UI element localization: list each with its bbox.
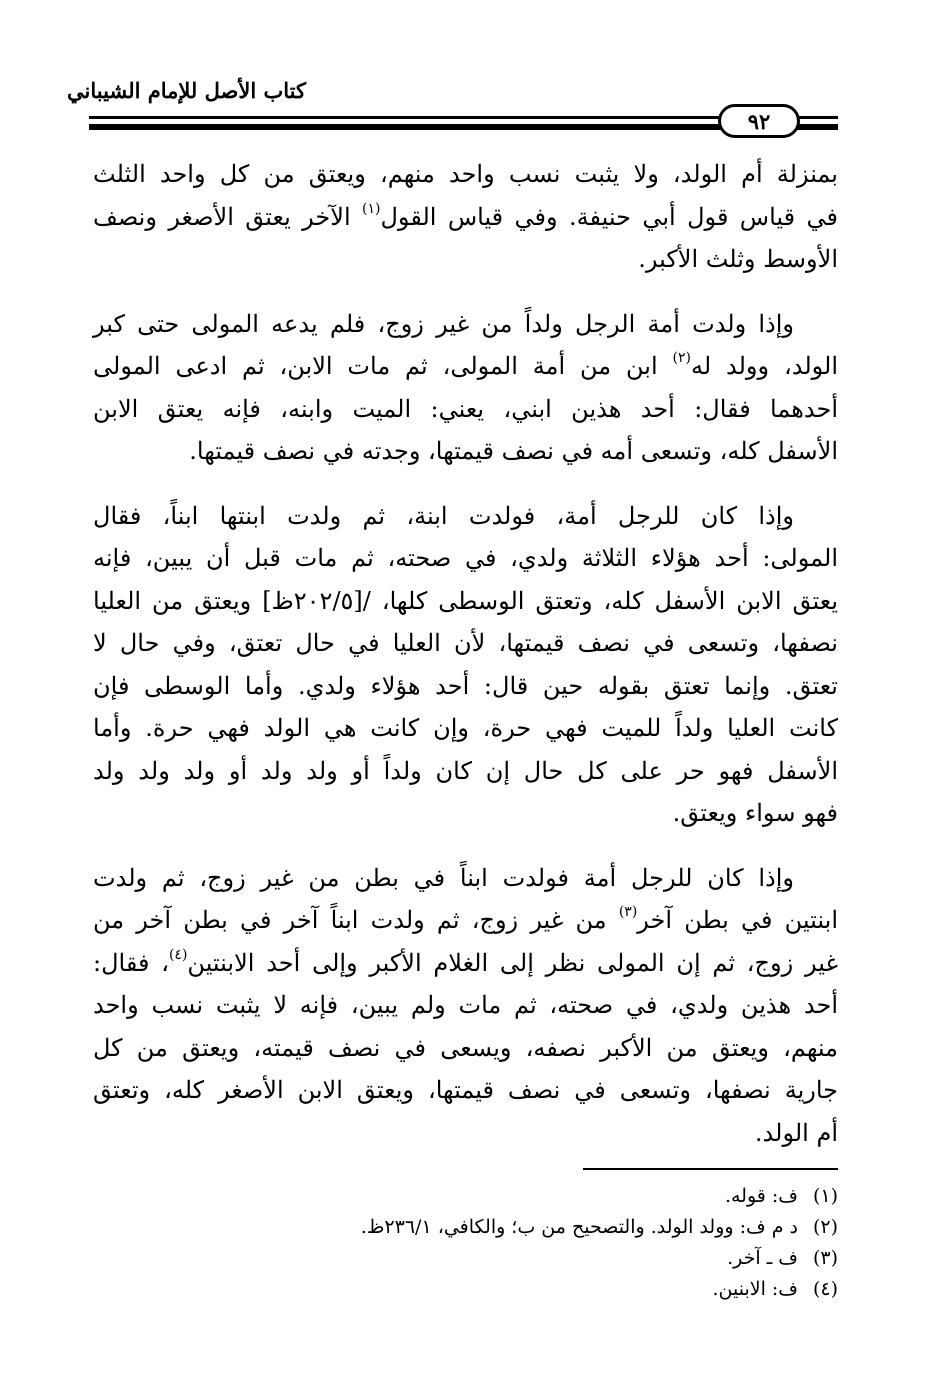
- text-segment: الولد، وولد له: [690, 352, 839, 380]
- footnote-separator: [583, 1168, 838, 1170]
- text-line: [93, 984, 838, 1027]
- text-segment: ابن من أمة المولى، ثم مات الابن، ثم ادعى المولى: [93, 352, 673, 380]
- text-segment: ابنتين في بطن آخر: [637, 906, 839, 934]
- text-segment: منهم، ويعتق من الأكبر نصفه، ويسعى في نصف قيمته، ويعتق من كل: [93, 1033, 839, 1062]
- text-line: [93, 857, 838, 900]
- footnote-reference: (١): [362, 200, 381, 217]
- text-segment: وإذا كان للرجل أمة، فولدت ابنة، ثم ولدت ابنتها ابناً، فقال: [93, 501, 794, 530]
- footnote-number: (٢): [812, 1216, 838, 1238]
- text-segment: أم الولد.: [754, 1118, 838, 1147]
- text-line: [93, 537, 838, 580]
- footnote: [138, 1212, 838, 1243]
- text-segment: بمنزلة أم الولد، ولا يثبت نسب واحد منهم، ويعتق من كل واحد الثلث: [93, 160, 838, 188]
- footnote-text: د م ف: وولد الولد. والتصحيح من ب؛ والكافي، ٢٣٦/١ظ.: [360, 1216, 798, 1238]
- footnote: [138, 1274, 838, 1305]
- text-line: [93, 942, 838, 985]
- paragraph: [93, 153, 838, 281]
- text-line: [93, 345, 838, 388]
- text-segment: ، فقال:: [93, 948, 169, 977]
- text-segment: جارية نصفها، وتسعى في نصف قيمتها، ويعتق الابن الأصغر كله، وتعتق: [93, 1076, 838, 1104]
- text-segment: الأسفل فهو حر على كل حال إن كان ولداً أو ولد ولد أو ولد ولد ولد: [93, 756, 838, 785]
- text-segment: أحد هذين ولدي، في صحته، ثم مات ولم يبين، فإنه لا يثبت نسب واحد: [93, 991, 838, 1019]
- footnotes: [138, 1181, 838, 1305]
- text-line: [93, 430, 838, 473]
- text-segment: المولى: أحد هؤلاء الثلاثة ولدي، في صحته، ثم مات قبل أن يبين، فإنه: [93, 544, 838, 572]
- paragraph: [93, 857, 838, 1155]
- text-segment: وإذا كان للرجل أمة فولدت ابناً في بطن من غير زوج، ثم ولدت: [93, 863, 794, 892]
- footnote: [138, 1181, 838, 1212]
- text-line: [93, 153, 838, 196]
- footnote: [138, 1243, 838, 1274]
- footnote-text: ف: قوله.: [724, 1185, 798, 1207]
- text-segment: تعتق. وإنما تعتق بقوله حين قال: أحد هؤلاء ولدي. وأما الوسطى فإن: [93, 671, 838, 700]
- text-line: [93, 1027, 838, 1070]
- text-line: [93, 792, 838, 835]
- text-line: [93, 495, 838, 538]
- text-segment: الآخر يعتق الأصغر ونصف: [93, 202, 363, 231]
- footnote-reference: (٤): [168, 946, 188, 963]
- running-title: كتاب الأصل للإمام الشيباني: [67, 78, 306, 103]
- footnote-text: ف: الابنين.: [712, 1278, 798, 1300]
- paragraph: [93, 495, 838, 835]
- text-segment: الأوسط وثلث الأكبر.: [638, 245, 838, 273]
- paragraph: [93, 303, 838, 473]
- text-line: [93, 580, 838, 623]
- text-segment: غير زوج، ثم إن المولى نظر إلى الغلام الأكبر وإلى أحد الابنتين: [187, 948, 838, 977]
- text-line: [93, 1069, 838, 1112]
- footnote-text: ف ـ آخر.: [727, 1247, 798, 1269]
- text-line: [93, 665, 838, 708]
- text-line: [93, 1112, 838, 1155]
- text-segment: وإذا ولدت أمة الرجل ولداً من غير زوج، فلم يدعه المولى حتى كبر: [93, 309, 794, 338]
- text-segment: من غير زوج، ثم ولدت ابناً آخر في بطن آخر من: [93, 906, 619, 934]
- text-segment: كانت العليا ولداً للميت فهي حرة، وإن كانت هي الولد فهي حرة. وأما: [93, 714, 838, 742]
- text-line: [93, 196, 838, 239]
- text-line: [93, 388, 838, 431]
- text-segment: أحدهما فقال: أحد هذين ابني، يعني: الميت وابنه، فإنه يعتق الابن: [93, 394, 838, 423]
- text-line: [93, 622, 838, 665]
- text-line: [93, 750, 838, 793]
- footnote-number: (٣): [812, 1247, 838, 1269]
- text-segment: نصفها، وتسعى في نصف قيمتها، لأن العليا في حال تعتق، وفي حال لا: [93, 629, 838, 657]
- text-line: [93, 238, 838, 281]
- footnote-reference: (٢): [672, 350, 691, 366]
- text-segment: الأسفل كله، وتسعى أمه في نصف قيمتها، وجدته في نصف قيمتها.: [189, 437, 838, 465]
- text-line: [93, 707, 838, 750]
- main-text: [93, 153, 838, 1176]
- footnote-number: (٤): [812, 1278, 838, 1300]
- page-number: ٩٢: [718, 104, 800, 138]
- text-line: [93, 303, 838, 346]
- text-segment: يعتق الابن الأسفل كله، وتعتق الوسطى كلها، /[٢٠٢/٥ظ] ويعتق من العليا: [93, 586, 839, 615]
- footnote-number: (١): [812, 1185, 838, 1207]
- text-line: [93, 899, 838, 942]
- footnote-reference: (٣): [618, 904, 638, 920]
- text-segment: فهو سواء ويعتق.: [672, 799, 838, 827]
- text-segment: في قياس قول أبي حنيفة. وفي قياس القول: [380, 202, 839, 231]
